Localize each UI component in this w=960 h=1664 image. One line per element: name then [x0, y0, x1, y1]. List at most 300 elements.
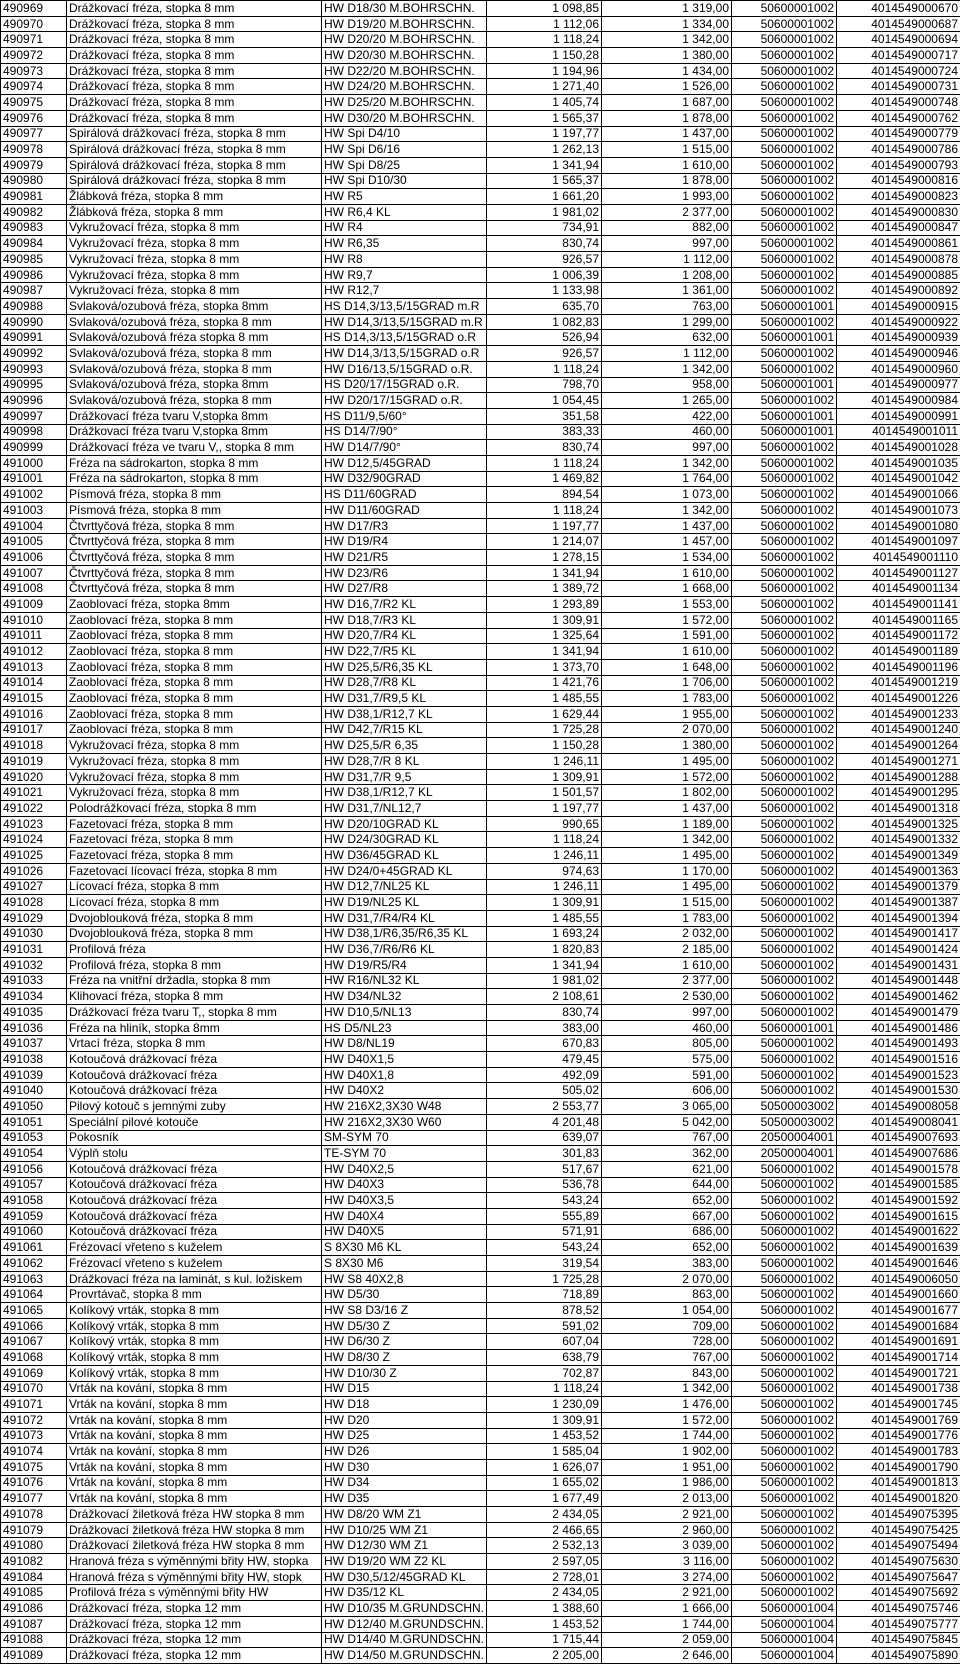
table-row	[1, 142, 960, 158]
item-code-cell: 491015	[1, 691, 67, 707]
table-row	[1, 1475, 960, 1491]
price-with-vat-cell: 1 495,00	[602, 879, 732, 895]
item-name-cell: Drážkovací fréza, stopka 8 mm	[67, 16, 322, 32]
ean-code-cell: 4014549000991	[837, 408, 960, 424]
item-spec-cell: HW D20,7/R4 KL	[322, 628, 487, 644]
price-without-vat-cell: 526,94	[487, 330, 602, 346]
table-row	[1, 848, 960, 864]
price-without-vat-cell: 734,91	[487, 220, 602, 236]
item-code-cell: 491016	[1, 706, 67, 722]
item-name-cell: Spirálová drážkovací fréza, stopka 8 mm	[67, 157, 322, 173]
ean-code-cell: 4014549000786	[837, 142, 960, 158]
item-spec-cell: HW D15	[322, 1381, 487, 1397]
price-with-vat-cell: 767,00	[602, 1350, 732, 1366]
ean-code-cell: 4014549000724	[837, 63, 960, 79]
price-without-vat-cell: 638,79	[487, 1350, 602, 1366]
ean-code-cell: 4014549075425	[837, 1522, 960, 1538]
ean-code-cell: 4014549000922	[837, 314, 960, 330]
price-without-vat-cell: 1 725,28	[487, 1271, 602, 1287]
item-spec-cell: HW D31,7/NL12,7	[322, 801, 487, 817]
item-spec-cell: HW D8/30 Z	[322, 1350, 487, 1366]
category-code-cell: 50600001002	[732, 1067, 837, 1083]
item-name-cell: Drážkovací fréza ve tvaru V,, stopka 8 mm	[67, 440, 322, 456]
price-with-vat-cell: 958,00	[602, 377, 732, 393]
item-spec-cell: HW D22/20 M.BOHRSCHN.	[322, 63, 487, 79]
category-code-cell: 50600001002	[732, 1554, 837, 1570]
item-code-cell: 491037	[1, 1036, 67, 1052]
item-name-cell: Fazetovací fréza, stopka 8 mm	[67, 816, 322, 832]
table-row	[1, 1522, 960, 1538]
table-row	[1, 1099, 960, 1115]
category-code-cell: 50600001002	[732, 487, 837, 503]
item-code-cell: 491032	[1, 957, 67, 973]
ean-code-cell: 4014549001127	[837, 565, 960, 581]
price-without-vat-cell: 1 293,89	[487, 597, 602, 613]
item-code-cell: 491064	[1, 1287, 67, 1303]
category-code-cell: 50600001001	[732, 408, 837, 424]
price-with-vat-cell: 667,00	[602, 1208, 732, 1224]
ean-code-cell: 4014549000793	[837, 157, 960, 173]
item-spec-cell: HW D19/R5/R4	[322, 957, 487, 973]
ean-code-cell: 4014549001264	[837, 738, 960, 754]
item-spec-cell: HW D40X1,5	[322, 1052, 487, 1068]
item-spec-cell: HW D26	[322, 1444, 487, 1460]
item-code-cell: 491023	[1, 816, 67, 832]
item-name-cell: Čtvrttyčová fréza, stopka 8 mm	[67, 550, 322, 566]
category-code-cell: 50600001002	[732, 1036, 837, 1052]
category-code-cell: 50600001002	[732, 503, 837, 519]
table-row	[1, 1350, 960, 1366]
item-code-cell: 491025	[1, 848, 67, 864]
price-without-vat-cell: 1 341,94	[487, 957, 602, 973]
ean-code-cell: 4014549075890	[837, 1648, 960, 1664]
item-spec-cell: HW Spi D8/25	[322, 157, 487, 173]
ean-code-cell: 4014549000670	[837, 1, 960, 17]
item-spec-cell: HW R5	[322, 189, 487, 205]
price-without-vat-cell: 1 006,39	[487, 267, 602, 283]
price-with-vat-cell: 591,00	[602, 1067, 732, 1083]
item-name-cell: Spirálová drážkovací fréza, stopka 8 mm	[67, 173, 322, 189]
price-with-vat-cell: 1 457,00	[602, 534, 732, 550]
item-code-cell: 491050	[1, 1099, 67, 1115]
price-without-vat-cell: 1 373,70	[487, 659, 602, 675]
price-without-vat-cell: 1 262,13	[487, 142, 602, 158]
price-without-vat-cell: 1 118,24	[487, 361, 602, 377]
item-spec-cell: HW D40X1,8	[322, 1067, 487, 1083]
ean-code-cell: 4014549001516	[837, 1052, 960, 1068]
table-row	[1, 1365, 960, 1381]
price-with-vat-cell: 621,00	[602, 1161, 732, 1177]
item-code-cell: 490990	[1, 314, 67, 330]
item-spec-cell: HW D18	[322, 1397, 487, 1413]
price-with-vat-cell: 362,00	[602, 1146, 732, 1162]
price-without-vat-cell: 1 341,94	[487, 644, 602, 660]
price-without-vat-cell: 1 098,85	[487, 1, 602, 17]
price-with-vat-cell: 997,00	[602, 236, 732, 252]
item-code-cell: 491001	[1, 471, 67, 487]
price-with-vat-cell: 1 342,00	[602, 455, 732, 471]
price-without-vat-cell: 670,83	[487, 1036, 602, 1052]
category-code-cell: 50600001004	[732, 1601, 837, 1617]
item-name-cell: Fréza na sádrokarton, stopka 8 mm	[67, 471, 322, 487]
item-name-cell: Klihovací fréza, stopka 8 mm	[67, 989, 322, 1005]
price-with-vat-cell: 632,00	[602, 330, 732, 346]
item-spec-cell: HW D32/90GRAD	[322, 471, 487, 487]
category-code-cell: 50600001002	[732, 79, 837, 95]
item-spec-cell: HW D24/30GRAD KL	[322, 832, 487, 848]
category-code-cell: 50600001002	[732, 440, 837, 456]
table-row	[1, 1020, 960, 1036]
price-with-vat-cell: 1 476,00	[602, 1397, 732, 1413]
item-code-cell: 491004	[1, 518, 67, 534]
table-row	[1, 1240, 960, 1256]
item-name-cell: Vykružovací fréza, stopka 8 mm	[67, 785, 322, 801]
table-row	[1, 424, 960, 440]
price-without-vat-cell: 1 150,28	[487, 48, 602, 64]
category-code-cell: 50600001002	[732, 754, 837, 770]
table-row	[1, 157, 960, 173]
table-row	[1, 48, 960, 64]
category-code-cell: 50600001002	[732, 1412, 837, 1428]
ean-code-cell: 4014549001042	[837, 471, 960, 487]
table-row	[1, 1507, 960, 1523]
price-without-vat-cell: 4 201,48	[487, 1114, 602, 1130]
item-code-cell: 490984	[1, 236, 67, 252]
item-code-cell: 491006	[1, 550, 67, 566]
price-without-vat-cell: 2 728,01	[487, 1569, 602, 1585]
table-row	[1, 1130, 960, 1146]
ean-code-cell: 4014549001639	[837, 1240, 960, 1256]
category-code-cell: 50600001002	[732, 1507, 837, 1523]
price-without-vat-cell: 2 434,05	[487, 1507, 602, 1523]
price-with-vat-cell: 1 299,00	[602, 314, 732, 330]
price-without-vat-cell: 1 981,02	[487, 973, 602, 989]
price-without-vat-cell: 383,33	[487, 424, 602, 440]
item-code-cell: 491024	[1, 832, 67, 848]
item-name-cell: Pokosník	[67, 1130, 322, 1146]
item-name-cell: Fréza na vnitřní držadla, stopka 8 mm	[67, 973, 322, 989]
category-code-cell: 50600001002	[732, 1052, 837, 1068]
item-spec-cell: HW R4	[322, 220, 487, 236]
item-name-cell: Kotoučová drážkovací fréza	[67, 1177, 322, 1193]
ean-code-cell: 4014549001783	[837, 1444, 960, 1460]
ean-code-cell: 4014549001363	[837, 863, 960, 879]
item-spec-cell: HW D17/R3	[322, 518, 487, 534]
price-with-vat-cell: 1 342,00	[602, 1381, 732, 1397]
item-code-cell: 490972	[1, 48, 67, 64]
item-spec-cell: HW R6,4 KL	[322, 204, 487, 220]
item-spec-cell: HW D14/7/90°	[322, 440, 487, 456]
ean-code-cell: 4014549000823	[837, 189, 960, 205]
price-without-vat-cell: 830,74	[487, 440, 602, 456]
item-spec-cell: HW D18,7/R3 KL	[322, 612, 487, 628]
price-with-vat-cell: 1 666,00	[602, 1601, 732, 1617]
item-name-cell: Svlaková/ozubová fréza stopka 8 mm	[67, 330, 322, 346]
item-code-cell: 490980	[1, 173, 67, 189]
ean-code-cell: 4014549001141	[837, 597, 960, 613]
item-name-cell: Vykružovací fréza, stopka 8 mm	[67, 252, 322, 268]
category-code-cell: 50600001002	[732, 1208, 837, 1224]
price-without-vat-cell: 1 453,52	[487, 1428, 602, 1444]
price-with-vat-cell: 1 610,00	[602, 957, 732, 973]
ean-code-cell: 4014549008041	[837, 1114, 960, 1130]
item-name-cell: Drážkovací fréza, stopka 8 mm	[67, 110, 322, 126]
category-code-cell: 50600001002	[732, 252, 837, 268]
table-row	[1, 252, 960, 268]
ean-code-cell: 4014549001769	[837, 1412, 960, 1428]
price-with-vat-cell: 1 380,00	[602, 48, 732, 64]
ean-code-cell: 4014549001233	[837, 706, 960, 722]
price-with-vat-cell: 1 878,00	[602, 110, 732, 126]
price-with-vat-cell: 1 764,00	[602, 471, 732, 487]
table-row	[1, 565, 960, 581]
table-row	[1, 314, 960, 330]
category-code-cell: 50600001002	[732, 848, 837, 864]
ean-code-cell: 4014549001691	[837, 1334, 960, 1350]
ean-code-cell: 4014549000731	[837, 79, 960, 95]
item-name-cell: Zaoblovací fréza, stopka 8 mm	[67, 612, 322, 628]
category-code-cell: 50600001002	[732, 455, 837, 471]
item-name-cell: Zaoblovací fréza, stopka 8 mm	[67, 628, 322, 644]
item-code-cell: 491056	[1, 1161, 67, 1177]
ean-code-cell: 4014549001134	[837, 581, 960, 597]
item-code-cell: 491071	[1, 1397, 67, 1413]
item-name-cell: Drážkovací fréza tvaru T,, stopka 8 mm	[67, 1005, 322, 1021]
price-with-vat-cell: 1 610,00	[602, 644, 732, 660]
item-code-cell: 491068	[1, 1350, 67, 1366]
item-spec-cell: HW D21/R5	[322, 550, 487, 566]
item-spec-cell: HW Spi D6/16	[322, 142, 487, 158]
category-code-cell: 50600001002	[732, 110, 837, 126]
item-code-cell: 491028	[1, 895, 67, 911]
item-spec-cell: HS D11/9,5/60°	[322, 408, 487, 424]
category-code-cell: 50600001002	[732, 1287, 837, 1303]
table-row	[1, 1538, 960, 1554]
ean-code-cell: 4014549001219	[837, 675, 960, 691]
ean-code-cell: 4014549000984	[837, 393, 960, 409]
item-spec-cell: HW D36/45GRAD KL	[322, 848, 487, 864]
item-spec-cell: HW R9,7	[322, 267, 487, 283]
price-with-vat-cell: 606,00	[602, 1083, 732, 1099]
item-code-cell: 490987	[1, 283, 67, 299]
item-spec-cell: HW D38,1/R12,7 KL	[322, 706, 487, 722]
item-code-cell: 491011	[1, 628, 67, 644]
ean-code-cell: 4014549000762	[837, 110, 960, 126]
price-with-vat-cell: 644,00	[602, 1177, 732, 1193]
item-code-cell: 490982	[1, 204, 67, 220]
item-name-cell: Drážkovací fréza tvaru V,stopka 8mm	[67, 408, 322, 424]
table-row	[1, 1428, 960, 1444]
item-code-cell: 490999	[1, 440, 67, 456]
price-with-vat-cell: 2 921,00	[602, 1507, 732, 1523]
table-row	[1, 1193, 960, 1209]
ean-code-cell: 4014549008058	[837, 1099, 960, 1115]
price-with-vat-cell: 997,00	[602, 440, 732, 456]
item-name-cell: Zaoblovací fréza, stopka 8 mm	[67, 722, 322, 738]
table-row	[1, 644, 960, 660]
price-without-vat-cell: 1 715,44	[487, 1632, 602, 1648]
category-code-cell: 50600001002	[732, 1161, 837, 1177]
price-without-vat-cell: 1 214,07	[487, 534, 602, 550]
category-code-cell: 50600001002	[732, 1585, 837, 1601]
category-code-cell: 50600001002	[732, 1256, 837, 1272]
price-without-vat-cell: 1 725,28	[487, 722, 602, 738]
item-name-cell: Dvojoblouková fréza, stopka 8 mm	[67, 910, 322, 926]
table-row	[1, 1648, 960, 1664]
price-with-vat-cell: 2 377,00	[602, 204, 732, 220]
ean-code-cell: 4014549075630	[837, 1554, 960, 1570]
item-code-cell: 491062	[1, 1256, 67, 1272]
item-code-cell: 490973	[1, 63, 67, 79]
item-name-cell: Vrtací fréza, stopka 8 mm	[67, 1036, 322, 1052]
item-code-cell: 490977	[1, 126, 67, 142]
ean-code-cell: 4014549001035	[837, 455, 960, 471]
price-without-vat-cell: 798,70	[487, 377, 602, 393]
item-name-cell: Svlaková/ozubová fréza, stopka 8 mm	[67, 361, 322, 377]
ean-code-cell: 4014549001745	[837, 1397, 960, 1413]
price-with-vat-cell: 1 112,00	[602, 252, 732, 268]
item-code-cell: 490992	[1, 346, 67, 362]
ean-code-cell: 4014549001486	[837, 1020, 960, 1036]
table-row	[1, 581, 960, 597]
category-code-cell: 50600001002	[732, 361, 837, 377]
price-without-vat-cell: 718,89	[487, 1287, 602, 1303]
table-row	[1, 1, 960, 17]
category-code-cell: 50500003002	[732, 1099, 837, 1115]
category-code-cell: 50600001002	[732, 1491, 837, 1507]
item-code-cell: 491038	[1, 1052, 67, 1068]
price-with-vat-cell: 1 572,00	[602, 1412, 732, 1428]
category-code-cell: 50600001002	[732, 314, 837, 330]
ean-code-cell: 4014549075845	[837, 1632, 960, 1648]
price-with-vat-cell: 767,00	[602, 1130, 732, 1146]
item-spec-cell: HW D30/20 M.BOHRSCHN.	[322, 110, 487, 126]
item-name-cell: Vrták na kování, stopka 8 mm	[67, 1428, 322, 1444]
ean-code-cell: 4014549001165	[837, 612, 960, 628]
price-with-vat-cell: 1 342,00	[602, 32, 732, 48]
category-code-cell: 50600001002	[732, 832, 837, 848]
item-name-cell: Drážkovací fréza na laminát, s kul. ložiskem	[67, 1271, 322, 1287]
price-with-vat-cell: 1 591,00	[602, 628, 732, 644]
item-code-cell: 491051	[1, 1114, 67, 1130]
category-code-cell: 50600001002	[732, 1, 837, 17]
price-with-vat-cell: 1 951,00	[602, 1459, 732, 1475]
item-name-cell: Speciální pilové kotouče	[67, 1114, 322, 1130]
item-spec-cell: HW D20/30 M.BOHRSCHN.	[322, 48, 487, 64]
table-row	[1, 863, 960, 879]
ean-code-cell: 4014549000717	[837, 48, 960, 64]
item-name-cell: Vrták na kování, stopka 8 mm	[67, 1459, 322, 1475]
item-spec-cell: HW D40X3,5	[322, 1193, 487, 1209]
item-code-cell: 491002	[1, 487, 67, 503]
item-name-cell: Vykružovací fréza, stopka 8 mm	[67, 236, 322, 252]
ean-code-cell: 4014549000687	[837, 16, 960, 32]
table-row	[1, 628, 960, 644]
category-code-cell: 50600001002	[732, 1240, 837, 1256]
category-code-cell: 50600001002	[732, 691, 837, 707]
category-code-cell: 50600001002	[732, 1522, 837, 1538]
price-without-vat-cell: 1 197,77	[487, 126, 602, 142]
price-with-vat-cell: 1 208,00	[602, 267, 732, 283]
price-with-vat-cell: 3 039,00	[602, 1538, 732, 1554]
ean-code-cell: 4014549000939	[837, 330, 960, 346]
item-spec-cell: HW D30	[322, 1459, 487, 1475]
price-without-vat-cell: 1 565,37	[487, 110, 602, 126]
item-spec-cell: HW D38,1/R12,7 KL	[322, 785, 487, 801]
item-spec-cell: HW D18/30 M.BOHRSCHN.	[322, 1, 487, 17]
price-with-vat-cell: 709,00	[602, 1318, 732, 1334]
item-name-cell: Vykružovací fréza, stopka 8 mm	[67, 220, 322, 236]
item-code-cell: 491019	[1, 754, 67, 770]
category-code-cell: 50600001002	[732, 612, 837, 628]
price-with-vat-cell: 2 960,00	[602, 1522, 732, 1538]
category-code-cell: 50600001002	[732, 722, 837, 738]
ean-code-cell: 4014549000946	[837, 346, 960, 362]
price-with-vat-cell: 2 032,00	[602, 926, 732, 942]
table-row	[1, 393, 960, 409]
ean-code-cell: 4014549001479	[837, 1005, 960, 1021]
table-row	[1, 1224, 960, 1240]
category-code-cell: 50600001001	[732, 1020, 837, 1036]
item-spec-cell: HW D25,5/R6,35 KL	[322, 659, 487, 675]
item-code-cell: 490969	[1, 1, 67, 17]
price-with-vat-cell: 1 342,00	[602, 832, 732, 848]
item-name-cell: Spirálová drážkovací fréza, stopka 8 mm	[67, 142, 322, 158]
table-row	[1, 659, 960, 675]
item-name-cell: Drážkovací fréza, stopka 12 mm	[67, 1648, 322, 1664]
table-row	[1, 408, 960, 424]
price-with-vat-cell: 1 802,00	[602, 785, 732, 801]
price-without-vat-cell: 1 565,37	[487, 173, 602, 189]
ean-code-cell: 4014549001660	[837, 1287, 960, 1303]
ean-code-cell: 4014549001288	[837, 769, 960, 785]
price-without-vat-cell: 1 309,91	[487, 895, 602, 911]
ean-code-cell: 4014549001424	[837, 942, 960, 958]
price-with-vat-cell: 686,00	[602, 1224, 732, 1240]
item-spec-cell: HW D25/20 M.BOHRSCHN.	[322, 95, 487, 111]
item-spec-cell: HW D40X4	[322, 1208, 487, 1224]
item-name-cell: Vrták na kování, stopka 8 mm	[67, 1381, 322, 1397]
ean-code-cell: 4014549001615	[837, 1208, 960, 1224]
price-with-vat-cell: 422,00	[602, 408, 732, 424]
price-without-vat-cell: 1 585,04	[487, 1444, 602, 1460]
table-row	[1, 1444, 960, 1460]
ean-code-cell: 4014549001097	[837, 534, 960, 550]
item-name-cell: Zaoblovací fréza, stopka 8mm	[67, 597, 322, 613]
item-code-cell: 491031	[1, 942, 67, 958]
item-code-cell: 491034	[1, 989, 67, 1005]
item-code-cell: 491040	[1, 1083, 67, 1099]
table-row	[1, 942, 960, 958]
item-code-cell: 491005	[1, 534, 67, 550]
item-name-cell: Kotoučová drážkovací fréza	[67, 1208, 322, 1224]
price-with-vat-cell: 1 495,00	[602, 754, 732, 770]
item-code-cell: 491039	[1, 1067, 67, 1083]
price-without-vat-cell: 1 820,83	[487, 942, 602, 958]
item-name-cell: Čtvrttyčová fréza, stopka 8 mm	[67, 565, 322, 581]
ean-code-cell: 4014549001776	[837, 1428, 960, 1444]
price-with-vat-cell: 1 437,00	[602, 126, 732, 142]
item-code-cell: 490997	[1, 408, 67, 424]
table-row	[1, 1459, 960, 1475]
ean-code-cell: 4014549000977	[837, 377, 960, 393]
item-code-cell: 491059	[1, 1208, 67, 1224]
price-without-vat-cell: 1 655,02	[487, 1475, 602, 1491]
table-row	[1, 63, 960, 79]
item-name-cell: Drážkovací žiletková fréza HW stopka 8 mm	[67, 1538, 322, 1554]
ean-code-cell: 4014549001080	[837, 518, 960, 534]
price-with-vat-cell: 2 185,00	[602, 942, 732, 958]
